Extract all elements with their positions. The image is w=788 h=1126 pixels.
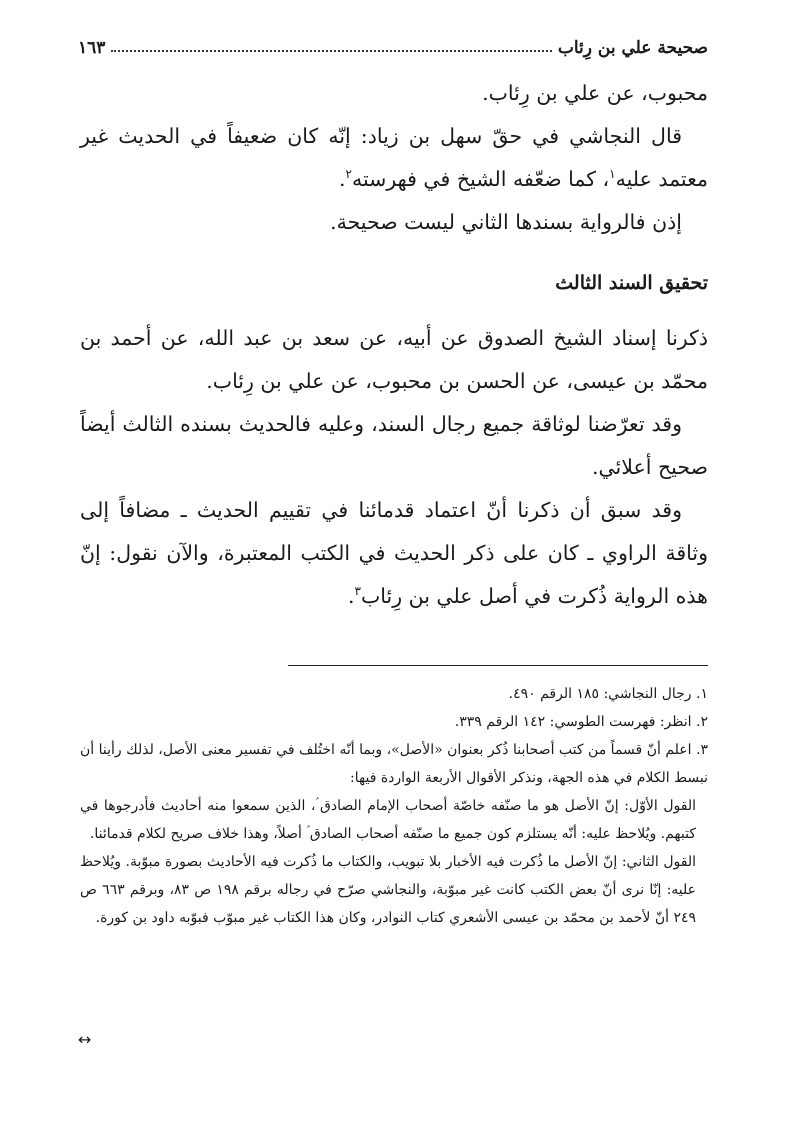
footnote-ref: ٣ [354, 584, 361, 599]
footnote-paragraph: القول الثاني: إنّ الأصل ما ذُكرت فيه الأخبار بلا تبويب، والكتاب ما ذُكرت فيه الأحاديث بصورة مبوّبة. ويُلاحظ عليه: إنّا نرى أنّ بعض الكتب كانت غير مبوّبة، والنجاشي صرّح في رجاله برقم ١٩٨ ص ٨٣، وبرقم ٦٦٣ ص ٢٤٩ أنّ لأحمد بن محمّد بن عيسى الأشعري كتاب النوادر، وكان هذا الكتاب غير مبوّب فبوّبه داود بن كورة. [80, 854, 697, 926]
paragraph: ذكرنا إسناد الشيخ الصدوق عن أبيه، عن سعد بن عبد الله، عن أحمد بن محمّد بن عيسى، عن الحسن بن محبوب، عن علي بن رِئاب. [80, 326, 708, 393]
footnote-separator [288, 665, 708, 666]
footnote-ref: ٢ [345, 167, 352, 182]
paragraph-text: . [339, 167, 346, 191]
main-text [80, 72, 708, 618]
running-header [78, 30, 708, 58]
paragraph [80, 489, 708, 618]
footnotes [80, 680, 708, 932]
paragraph: إذن فالرواية بسندها الثاني ليست صحيحة. [330, 210, 682, 234]
page-number: ١٦٣ [78, 38, 106, 58]
footnote: ١. رجال النجاشي: ١٨٥ الرقم ٤٩٠. [508, 686, 708, 702]
paragraph-text: قال النجاشي في حقّ سهل بن زياد: إنّه كان ضعيفاً في الحديث غير معتمد عليه [80, 124, 708, 191]
text-line: محبوب، عن علي بن رِئاب. [482, 81, 708, 105]
paragraph: وقد تعرّضنا لوثاقة جميع رجال السند، وعليه فالحديث بسنده الثالث أيضاً صحيح أعلائي. [80, 412, 708, 479]
section-heading: تحقيق السند الثالث [555, 272, 708, 294]
paragraph-text: وقد سبق أن ذكرنا أنّ اعتماد قدمائنا في تقييم الحديث ـ مضافاً إلى وثاقة الراوي ـ كان على ذكر الحديث في الكتب المعتبرة، والآن نقول: إنّ هذه الرواية ذُكرت في أصل علي بن رِئاب [80, 498, 708, 608]
continuation-mark-icon: ↔ [78, 1030, 92, 1049]
paragraph-text: ، كما ضعّفه الشيخ في فهرسته [351, 167, 610, 191]
footnote: ٢. انظر: فهرست الطوسي: ١٤٢ الرقم ٣٣٩. [454, 714, 708, 730]
footnote-paragraph: القول الأوّل: إنّ الأصل هو ما صنّفه خاصّة أصحاب الإمام الصادق ؑ، الذين سمعوا منه أحاديث فأدرجوها في كتبهم. ويُلاحظ عليه: أنّه يستلزم كون جميع ما صنّفه أصحاب الصادق ؑ أصلاً، وهذا خلاف صريح لكلام قدمائنا. [80, 798, 696, 842]
header-leader-dots [111, 50, 551, 52]
running-title: صحيحة علي بن رِئاب [557, 38, 708, 58]
paragraph-text: . [347, 584, 355, 608]
footnote: ٣. اعلم أنّ قسماً من كتب أصحابنا ذُكر بعنوان «الأصل»، وبما أنّه اختُلف في تفسير معنى الأصل، لذلك رأينا أن نبسط الكلام في هذه الجهة، ونذكر الأقوال الأربعة الواردة فيها: [80, 742, 708, 786]
paragraph [80, 115, 708, 201]
footnote-ref: ١ [609, 167, 616, 182]
